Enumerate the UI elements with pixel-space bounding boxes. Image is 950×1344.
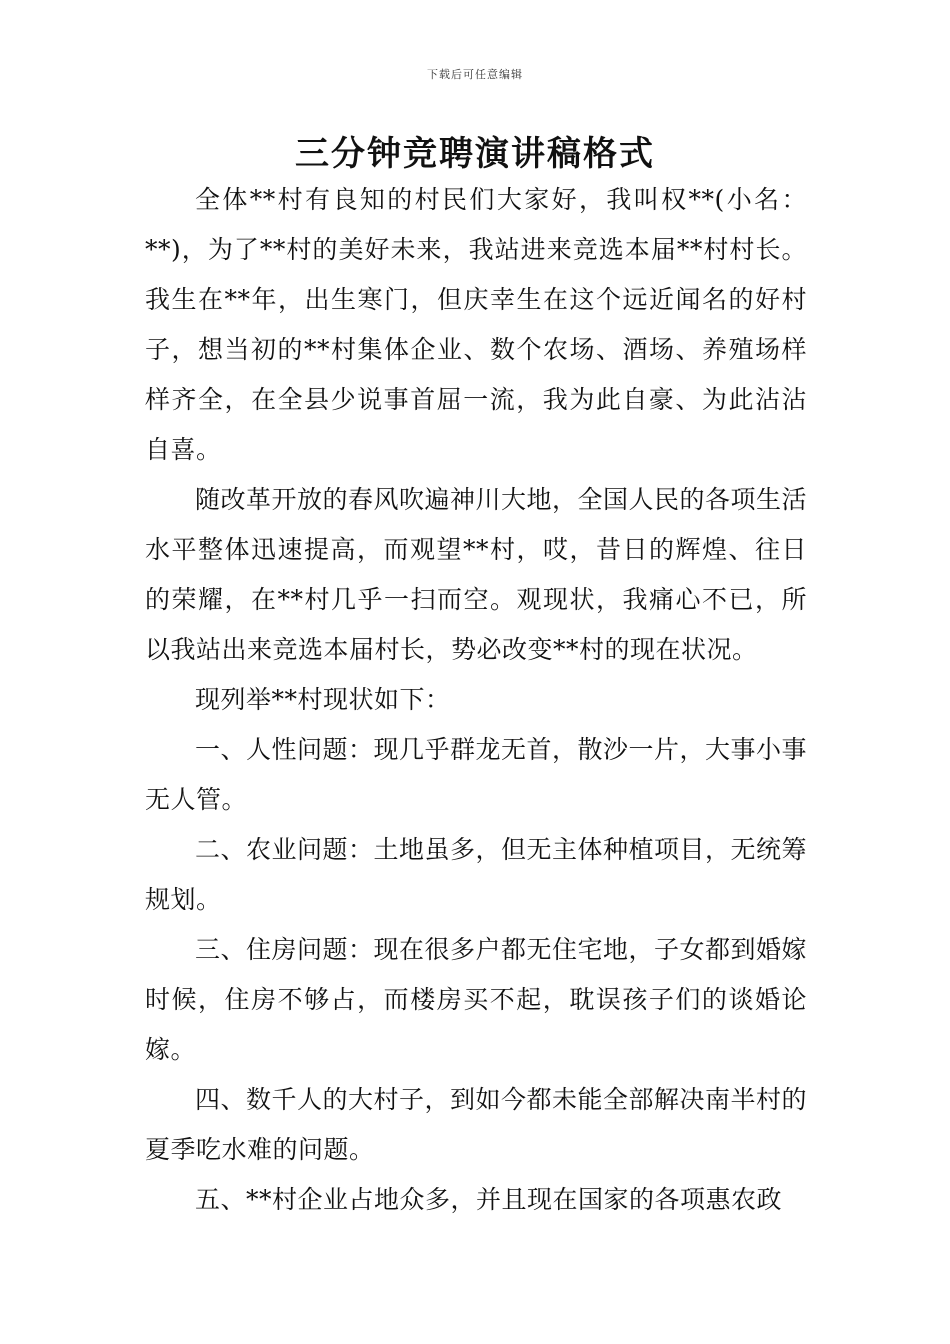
paragraph-item-3: 三、住房问题：现在很多户都无住宅地，子女都到婚嫁时候，住房不够占，而楼房买不起，耽误孩子们的谈婚论嫁。	[145, 935, 808, 1064]
paragraph-list-intro: 现列举**村现状如下：	[195, 685, 451, 714]
paragraph-item-4: 四、数千人的大村子，到如今都未能全部解决南半村的夏季吃水难的问题。	[145, 1085, 808, 1164]
paragraph-intro: 全体**村有良知的村民们大家好，我叫权**(小名：**)，为了**村的美好未来，我站进来竞选本届**村村长。我生在**年，出生寒门，但庆幸生在这个远近闻名的好村子，想当初的**村集体企业、数个农场、酒场、养殖场样样齐全，在全县少说事首屈一流，我为此自豪、为此沾沾自喜。	[145, 185, 807, 464]
header-note: 下载后可任意编辑	[427, 68, 523, 81]
paragraph-item-5: 五、**村企业占地众多，并且现在国家的各项惠农政	[195, 1185, 783, 1214]
document-body	[145, 175, 807, 1225]
paragraph-item-1: 一、人性问题：现几乎群龙无首，散沙一片，大事小事无人管。	[145, 735, 808, 814]
paragraph-item-2: 二、农业问题：土地虽多，但无主体种植项目，无统筹规划。	[145, 835, 808, 914]
paragraph-reform: 随改革开放的春风吹遍神川大地，全国人民的各项生活水平整体迅速提高，而观望**村，哎，昔日的辉煌、往日的荣耀，在**村几乎一扫而空。观现状，我痛心不已，所以我站出来竞选本届村长，势必改变**村的现在状况。	[145, 485, 808, 664]
document-title: 三分钟竞聘演讲稿格式	[295, 134, 655, 174]
